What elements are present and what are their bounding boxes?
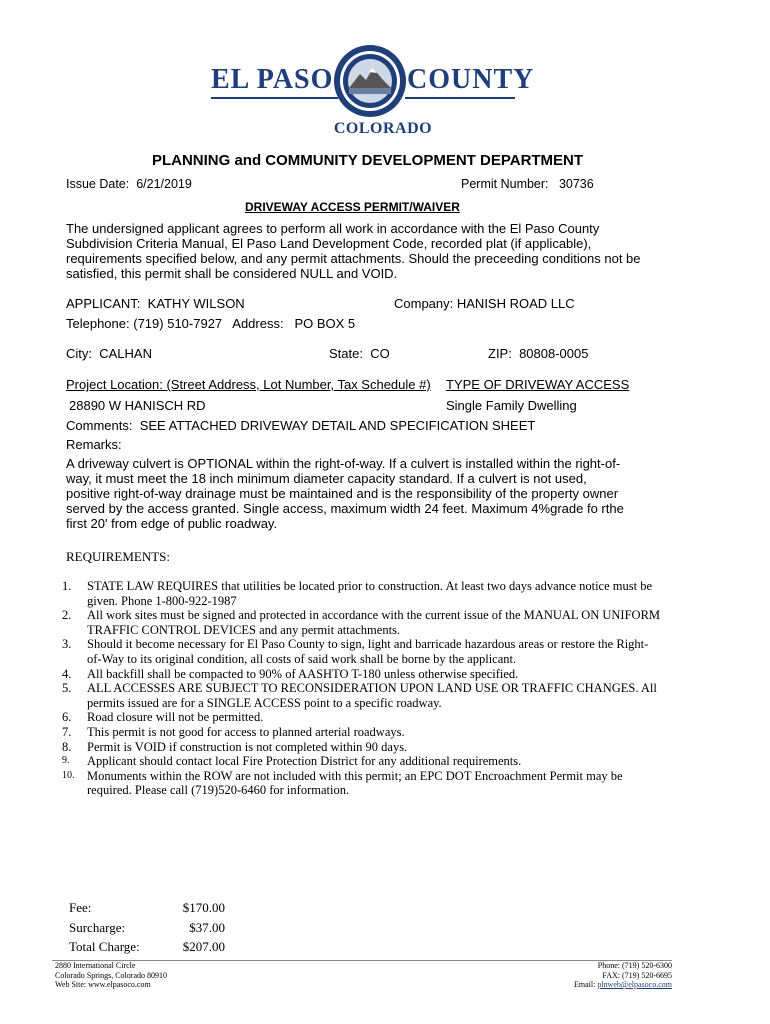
comments-label: Comments: bbox=[66, 418, 133, 433]
company-label: Company: bbox=[394, 296, 454, 311]
total-value: $207.00 bbox=[182, 939, 225, 954]
requirement-number: 5. bbox=[62, 681, 72, 696]
requirement-text: This permit is not good for access to planned arterial roadways. bbox=[87, 724, 405, 739]
logo-rule-right bbox=[405, 97, 515, 99]
comments-value: SEE ATTACHED DRIVEWAY DETAIL AND SPECIFICATION SHEET bbox=[139, 418, 536, 433]
logo-rule-left bbox=[211, 97, 338, 99]
total-label: Total Charge: bbox=[69, 939, 140, 954]
remarks-text: A driveway culvert is OPTIONAL within the right-of-way. If a culvert is installed within the right-of-way, it must meet the 18 inch minimum diameter capacity standard. If a culvert is not used, positive right-of-way drainage must be maintained and is the responsibility of the property owner served by the access granted. Single access, maximum width 24 feet. Maximum 4%grade fo rthe first 20' from edge of public roadway. bbox=[66, 456, 624, 531]
footer-website: Web Site: www.elpasoco.com bbox=[55, 980, 151, 989]
county-name-left bbox=[211, 64, 333, 96]
intro-paragraph: The undersigned applicant agrees to perform all work in accordance with the El Paso County Subdivision Criteria Manual, El Paso Land Development Code, recorded plat (if applicable), requirements specified below, and any permit attachments. Should the preceeding conditions not be satisfied, this permit shall be considered NULL and VOID. bbox=[66, 221, 641, 281]
project-location-header: Project Location: (Street Address, Lot Number, Tax Schedule #) bbox=[66, 377, 431, 392]
issue-date bbox=[66, 177, 192, 191]
address-label: Address: bbox=[232, 316, 284, 331]
requirement-item bbox=[62, 710, 662, 725]
zip-label: ZIP: bbox=[488, 346, 512, 361]
city-row bbox=[66, 346, 152, 361]
surcharge-row bbox=[69, 920, 225, 936]
driveway-type-header: TYPE OF DRIVEWAY ACCESS bbox=[446, 377, 630, 392]
driveway-type-value: Single Family Dwelling bbox=[446, 398, 577, 413]
requirement-text: Should it become necessary for El Paso County to sign, light and barricade hazardous areas or restore the Right-of-Way to its original condition, all costs of said work shall be borne by the applicant. bbox=[87, 637, 649, 666]
permit-number bbox=[461, 177, 594, 191]
county-name-right-text: COUNTY bbox=[407, 64, 535, 95]
permit-title: DRIVEWAY ACCESS PERMIT/WAIVER bbox=[245, 200, 460, 214]
company-row bbox=[394, 296, 575, 311]
company-value: HANISH ROAD LLC bbox=[456, 296, 575, 311]
requirement-number: 9. bbox=[62, 755, 70, 767]
requirement-item bbox=[62, 667, 662, 682]
telephone-value: (719) 510-7927 bbox=[133, 316, 223, 331]
surcharge-value: $37.00 bbox=[189, 920, 225, 935]
requirement-number: 10. bbox=[62, 769, 75, 781]
requirements-list bbox=[62, 579, 662, 798]
footer-contact-left bbox=[55, 961, 167, 990]
requirement-text: Road closure will not be permitted. bbox=[87, 710, 264, 725]
requirement-item bbox=[62, 769, 662, 798]
requirement-number: 6. bbox=[62, 710, 72, 725]
footer-email-row bbox=[470, 980, 672, 990]
requirement-number: 8. bbox=[62, 739, 72, 754]
footer-address-line2: Colorado Springs, Colorado 80910 bbox=[55, 970, 167, 980]
requirement-item bbox=[62, 681, 662, 710]
requirement-text: All backfill shall be compacted to 90% of AASHTO T-180 unless otherwise specified. bbox=[87, 666, 519, 681]
requirement-text: Permit is VOID if construction is not completed within 90 days. bbox=[87, 739, 408, 754]
department-title: PLANNING and COMMUNITY DEVELOPMENT DEPARTMENT bbox=[151, 152, 584, 169]
requirements-title: REQUIREMENTS: bbox=[66, 549, 170, 564]
issue-date-value: 6/21/2019 bbox=[136, 177, 192, 191]
footer-phone: Phone: (719) 520-6300 bbox=[597, 961, 672, 970]
county-name-right bbox=[407, 64, 534, 96]
footer-email-label: Email: bbox=[573, 980, 596, 989]
applicant-row bbox=[66, 296, 245, 311]
address-value: PO BOX 5 bbox=[294, 316, 356, 331]
issue-date-label: Issue Date: bbox=[66, 177, 130, 191]
requirement-item bbox=[62, 725, 662, 740]
footer-contact-right bbox=[470, 961, 672, 990]
project-location-value: 28890 W HANISCH RD bbox=[69, 398, 206, 413]
footer-fax: FAX: (719) 520-6695 bbox=[602, 970, 672, 980]
fee-row bbox=[69, 900, 225, 916]
fee-label: Fee: bbox=[69, 900, 92, 915]
telephone-label: Telephone: bbox=[66, 316, 130, 331]
county-name-left-text: EL PASO bbox=[211, 64, 334, 95]
requirement-number: 3. bbox=[62, 637, 72, 652]
requirement-text: Monuments within the ROW are not included with this permit; an EPC DOT Encroachment Permit may be required. Please call (719)520-6460 for information. bbox=[87, 768, 623, 798]
applicant-label: APPLICANT: bbox=[66, 296, 141, 311]
requirement-text: ALL ACCESSES ARE SUBJECT TO RECONSIDERATION UPON LAND USE OR TRAFFIC CHANGES. All permits issued are for a SINGLE ACCESS point to a specific roadway. bbox=[87, 681, 657, 710]
requirement-item bbox=[62, 608, 662, 637]
city-label: City: bbox=[66, 346, 92, 361]
total-row bbox=[69, 939, 225, 955]
footer-address-line1: 2880 International Circle bbox=[55, 961, 136, 970]
state-label: State: bbox=[329, 346, 363, 361]
permit-number-label: Permit Number: bbox=[461, 177, 549, 191]
zip-value: 80808-0005 bbox=[519, 346, 589, 361]
surcharge-label: Surcharge: bbox=[69, 920, 126, 935]
requirement-number: 4. bbox=[62, 666, 72, 681]
state-row bbox=[329, 346, 390, 361]
applicant-name: KATHY WILSON bbox=[147, 296, 245, 311]
requirement-number: 1. bbox=[62, 579, 72, 593]
requirement-item bbox=[62, 740, 662, 755]
requirement-item bbox=[62, 754, 662, 769]
fee-value: $170.00 bbox=[182, 900, 225, 915]
requirement-item bbox=[62, 579, 662, 608]
requirement-text: All work sites must be signed and protected in accordance with the current issue of the MANUAL ON UNIFORM TRAFFIC CONTROL DEVICES and any permit attachments. bbox=[87, 608, 661, 637]
comments-row bbox=[66, 418, 535, 433]
city-value: CALHAN bbox=[99, 346, 152, 361]
footer-email-link[interactable]: plnweb@elpasoco.com bbox=[597, 980, 672, 989]
requirement-number: 2. bbox=[62, 608, 72, 623]
requirement-text: Applicant should contact local Fire Protection District for any additional requirements. bbox=[87, 754, 522, 769]
remarks-label: Remarks: bbox=[66, 437, 122, 452]
state-name: COLORADO bbox=[333, 120, 433, 137]
el-paso-county-seal-icon bbox=[333, 44, 407, 118]
requirement-number: 7. bbox=[62, 724, 72, 739]
requirement-text: STATE LAW REQUIRES that utilities be located prior to construction. At least two days advance notice must be given. Phone 1-800-922-1987 bbox=[87, 579, 653, 608]
state-value: CO bbox=[370, 346, 390, 361]
zip-row bbox=[488, 346, 588, 361]
requirement-item bbox=[62, 637, 662, 666]
telephone-row bbox=[66, 316, 355, 331]
permit-number-value: 30736 bbox=[558, 177, 594, 191]
